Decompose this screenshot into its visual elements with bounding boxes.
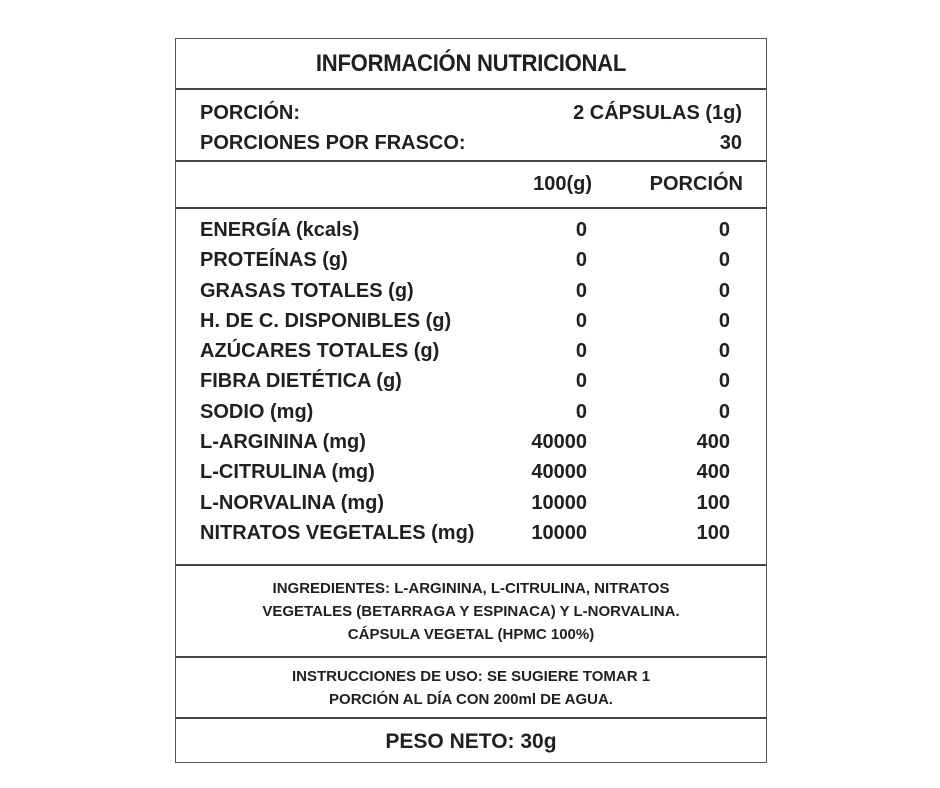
nutrient-per-portion: 0 [718, 400, 730, 423]
nutrient-name: GRASAS TOTALES (g) [200, 279, 414, 302]
nutrient-per-100g: 0 [575, 279, 587, 302]
nutrient-per-portion: 100 [696, 521, 730, 544]
label-title: INFORMACIÓN NUTRICIONAL [315, 50, 627, 77]
nutrient-per-portion: 0 [718, 370, 730, 393]
nutrient-per-portion: 0 [718, 279, 730, 302]
nutrient-row [176, 427, 766, 457]
nutrient-name: L-NORVALINA (mg) [200, 491, 385, 514]
column-header-per-100g: 100(g) [533, 173, 592, 195]
nutrient-per-portion: 0 [718, 340, 730, 363]
column-header-per-portion: PORCIÓN [649, 173, 743, 195]
nutrient-name: SODIO (mg) [200, 400, 314, 423]
nutrient-name: L-CITRULINA (mg) [200, 461, 375, 484]
ingredients-line: VEGETALES (BETARRAGA Y ESPINACA) Y L-NORVALINA. [262, 602, 680, 620]
nutrient-row [176, 457, 766, 487]
column-headers [176, 161, 766, 207]
nutrient-per-100g: 10000 [531, 491, 587, 514]
divider [176, 88, 766, 90]
servings-per-container-row [200, 128, 742, 158]
nutrient-per-portion: 0 [718, 249, 730, 272]
nutrient-per-portion: 400 [696, 431, 730, 454]
nutrient-per-100g: 0 [575, 400, 587, 423]
nutrient-per-100g: 0 [575, 309, 587, 332]
serving-size-row [200, 98, 742, 128]
nutrient-per-100g: 0 [575, 370, 587, 393]
nutrient-row [176, 306, 766, 336]
serving-size-value: 2 CÁPSULAS (1g) [573, 102, 742, 124]
nutrient-name: H. DE C. DISPONIBLES (g) [200, 309, 452, 332]
nutrients-table [176, 211, 766, 564]
nutrient-per-portion: 0 [718, 219, 730, 241]
nutrient-per-portion: 100 [696, 491, 730, 514]
nutrient-row [176, 336, 766, 366]
divider [176, 207, 766, 209]
nutrition-facts-label [175, 38, 767, 763]
nutrient-per-100g: 0 [575, 249, 587, 272]
nutrient-name: L-ARGININA (mg) [200, 431, 366, 454]
ingredients-section [176, 566, 766, 656]
nutrient-name: FIBRA DIETÉTICA (g) [200, 370, 402, 393]
nutrient-per-100g: 10000 [531, 521, 587, 544]
servings-per-container-value: 30 [719, 132, 742, 154]
instructions-section [176, 658, 766, 717]
nutrient-row [176, 215, 766, 245]
nutrient-row [176, 397, 766, 427]
nutrient-per-100g: 0 [575, 219, 587, 241]
nutrient-row [176, 518, 766, 548]
serving-size-label: PORCIÓN: [200, 102, 300, 124]
instructions-line: PORCIÓN AL DÍA CON 200ml DE AGUA. [329, 690, 613, 708]
nutrient-row [176, 245, 766, 275]
nutrient-name: ENERGÍA (kcals) [200, 219, 360, 241]
instructions-line: INSTRUCCIONES DE USO: SE SUGIERE TOMAR 1 [291, 667, 651, 685]
nutrient-per-portion: 400 [696, 461, 730, 484]
nutrient-name: PROTEÍNAS (g) [200, 249, 348, 272]
nutrient-per-100g: 40000 [531, 461, 587, 484]
nutrient-row [176, 488, 766, 518]
serving-info [176, 91, 766, 161]
nutrient-name: NITRATOS VEGETALES (mg) [200, 521, 475, 544]
nutrient-row [176, 276, 766, 306]
nutrient-name: AZÚCARES TOTALES (g) [200, 340, 440, 363]
nutrient-row [176, 366, 766, 396]
net-weight: PESO NETO: 30g [385, 729, 557, 753]
servings-per-container-label: PORCIONES POR FRASCO: [200, 132, 466, 154]
ingredients-line: CÁPSULA VEGETAL (HPMC 100%) [347, 625, 595, 643]
nutrient-per-portion: 0 [718, 309, 730, 332]
ingredients-line: INGREDIENTES: L-ARGININA, L-CITRULINA, NITRATOS [272, 579, 670, 597]
nutrient-per-100g: 0 [575, 340, 587, 363]
nutrient-per-100g: 40000 [531, 431, 587, 454]
